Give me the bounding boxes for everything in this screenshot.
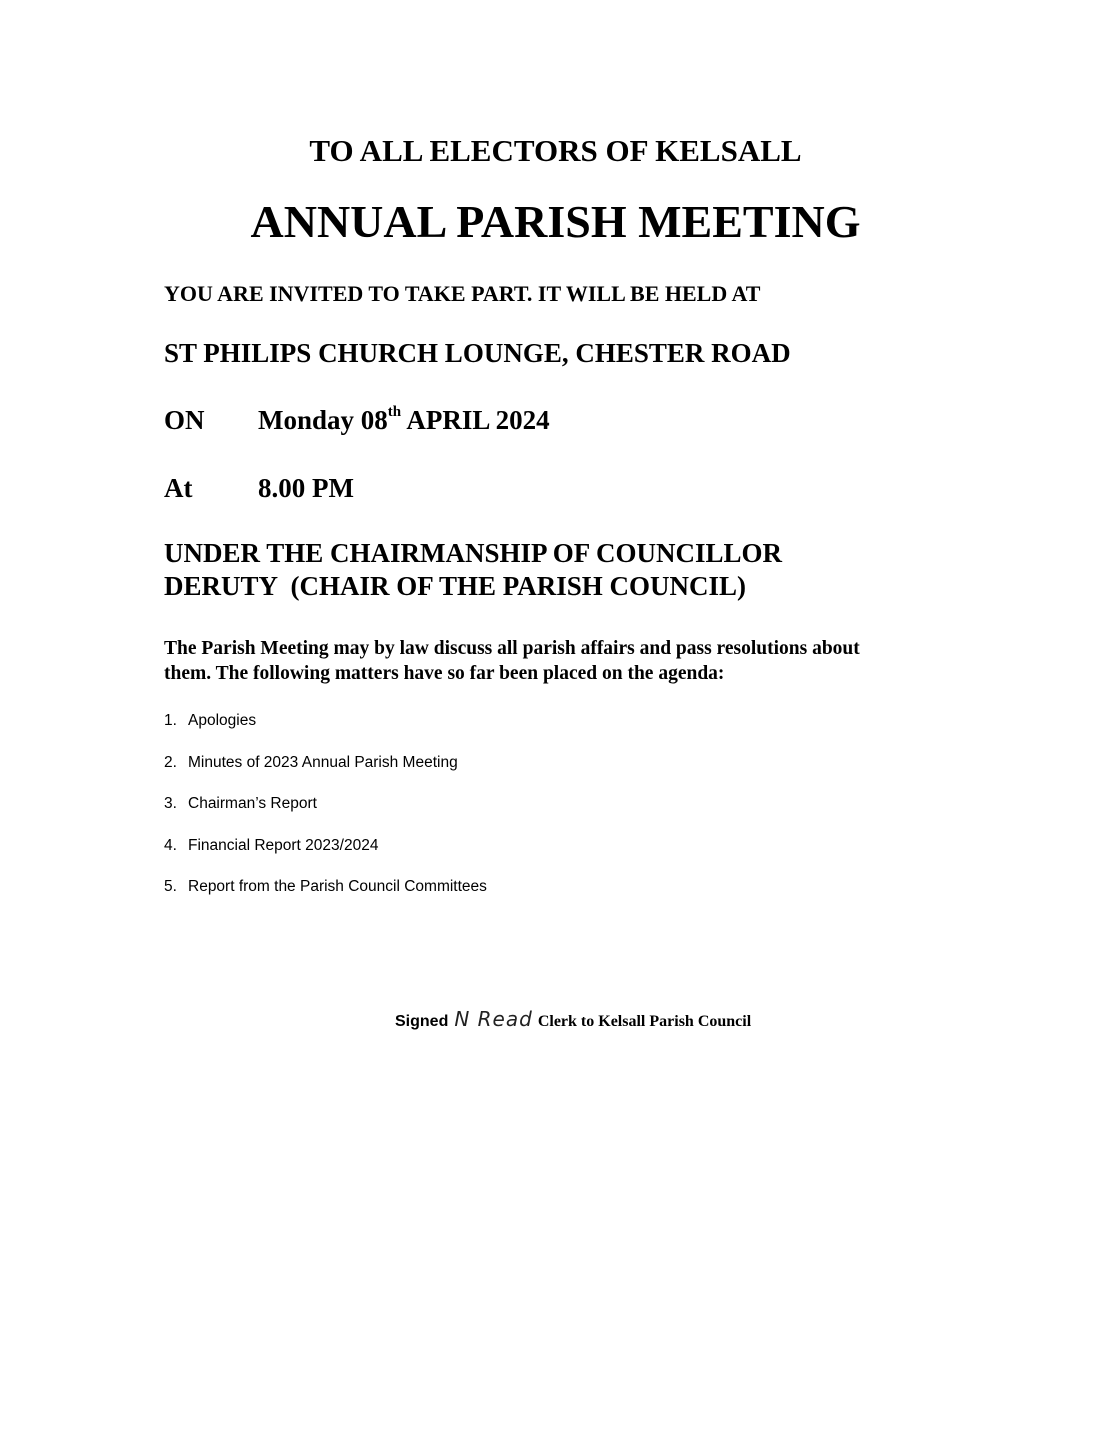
agenda-item (164, 794, 487, 814)
invitation-text: YOU ARE INVITED TO TAKE PART. IT WILL BE HELD AT (164, 281, 761, 306)
agenda-item-number: 3. (164, 795, 177, 812)
agenda-item (164, 836, 487, 856)
signed-label: Signed (395, 1013, 449, 1030)
date-label: ON (164, 405, 205, 435)
agenda-item-text: Minutes of 2023 Annual Parish Meeting (188, 753, 458, 771)
chairmanship-line-1: UNDER THE CHAIRMANSHIP OF COUNCILLOR (164, 538, 783, 568)
agenda-item-text: Report from the Parish Council Committees (188, 878, 487, 895)
handwritten-signature: N Read (454, 1007, 533, 1031)
agenda-list (164, 711, 487, 919)
agenda-item-number: 5. (164, 878, 177, 895)
agenda-item (164, 753, 487, 773)
agenda-item-text: Apologies (188, 712, 257, 729)
date-rest: APRIL 2024 (401, 405, 550, 435)
agenda-item-text: Financial Report 2023/2024 (188, 836, 379, 854)
meeting-title: ANNUAL PARISH MEETING (250, 196, 861, 247)
agenda-intro-line-2: them. The following matters have so far been placed on the agenda: (164, 663, 725, 684)
electors-heading: TO ALL ELECTORS OF KELSALL (309, 133, 802, 168)
agenda-item (164, 877, 487, 897)
chairmanship-line-2: DERUTY (CHAIR OF THE PARISH COUNCIL) (164, 571, 747, 601)
agenda-intro (164, 636, 860, 686)
date-suffix: th (387, 404, 402, 420)
clerk-title: Clerk to Kelsall Parish Council (537, 1013, 752, 1030)
date-day: Monday 08 (258, 405, 388, 435)
agenda-item-text: Chairman’s Report (188, 795, 317, 812)
agenda-item-number: 4. (164, 836, 177, 854)
venue-text: ST PHILIPS CHURCH LOUNGE, CHESTER ROAD (164, 338, 791, 368)
agenda-intro-line-1: The Parish Meeting may by law discuss all parish affairs and pass resolutions about (164, 638, 860, 659)
time-label: At (164, 473, 193, 503)
time-value: 8.00 PM (258, 473, 354, 503)
date-value (258, 403, 550, 437)
agenda-item (164, 711, 487, 731)
chairmanship-text (164, 537, 782, 603)
agenda-item-number: 1. (164, 712, 177, 729)
signature-line (395, 1007, 751, 1034)
agenda-item-number: 2. (164, 753, 177, 771)
